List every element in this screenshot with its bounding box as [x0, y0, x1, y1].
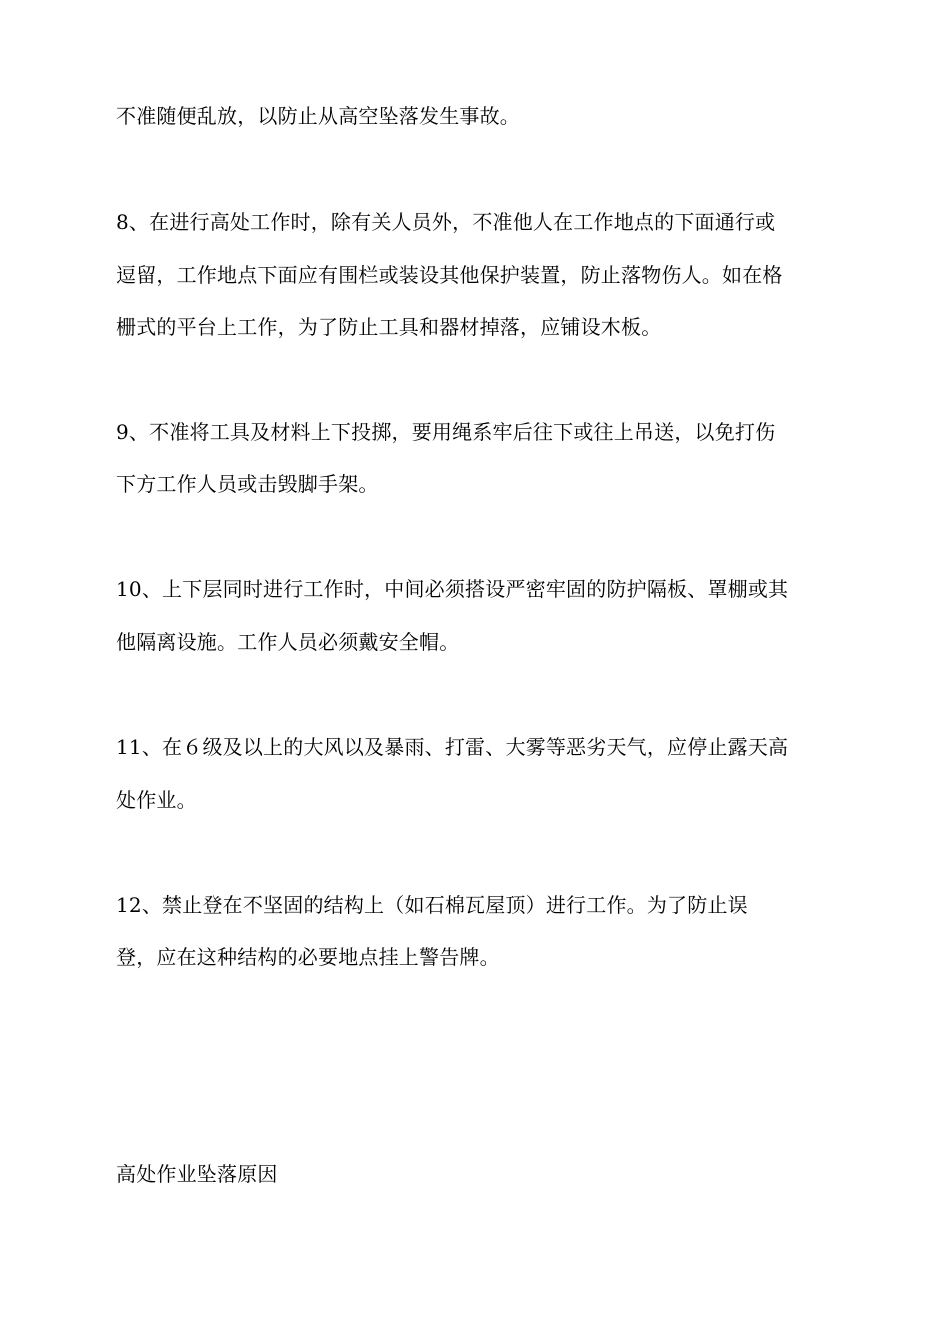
paragraph-9-line-2: 下方工作人员或击毁脚手架。	[116, 472, 379, 496]
paragraph-11-line-2: 处作业。	[116, 788, 197, 812]
paragraph-10-line-2: 他隔离设施。工作人员必须戴安全帽。	[116, 630, 460, 654]
paragraph-8-line-3: 栅式的平台上工作，为了防止工具和器材掉落，应铺设木板。	[116, 315, 662, 339]
paragraph-9-line-1: 9、不准将工具及材料上下投掷，要用绳系牢后往下或往上吊送，以免打伤	[116, 420, 776, 444]
paragraph-8-line-1: 8、在进行高处工作时，除有关人员外，不准他人在工作地点的下面通行或	[116, 210, 776, 234]
paragraph-12-line-2: 登，应在这种结构的必要地点挂上警告牌。	[116, 945, 500, 969]
paragraph-12-line-1: 12、禁止登在不坚固的结构上（如石棉瓦屋顶）进行工作。为了防止误	[116, 893, 748, 917]
paragraph-10-line-1: 10、上下层同时进行工作时，中间必须搭设严密牢固的防护隔板、罩棚或其	[116, 577, 789, 601]
paragraph-11-line-1: 11、在６级及以上的大风以及暴雨、打雷、大雾等恶劣天气，应停止露天高	[116, 735, 789, 759]
section-heading: 高处作业坠落原因	[116, 1162, 278, 1186]
paragraph-7-continuation: 不准随便乱放，以防止从高空坠落发生事故。	[116, 104, 520, 128]
paragraph-8-line-2: 逗留，工作地点下面应有围栏或装设其他保护装置，防止落物伤人。如在格	[116, 263, 783, 287]
